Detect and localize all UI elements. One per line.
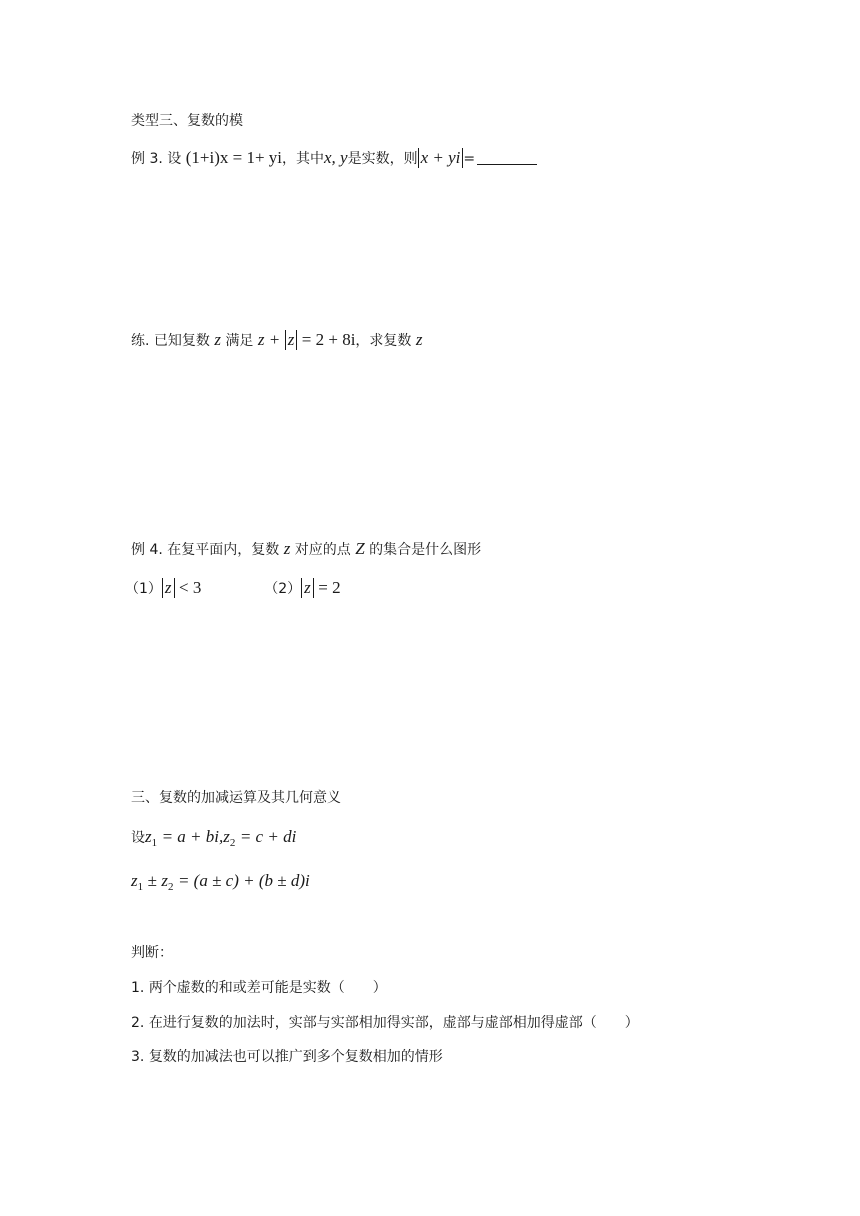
section-heading: 三、复数的加减运算及其几何意义 bbox=[131, 790, 341, 806]
part-2-relation: = 2 bbox=[318, 578, 341, 597]
example-3-equation: (1+i)x = 1+ yi bbox=[185, 148, 282, 167]
example-3-is-real: 是实数，则 bbox=[347, 151, 418, 167]
formula-z2-subscript: 2 bbox=[168, 881, 174, 893]
formula-operator: ± bbox=[147, 871, 157, 890]
practice-eq-right: = 2 + 8i bbox=[301, 330, 356, 349]
example-3 bbox=[131, 148, 537, 169]
practice-var: z bbox=[214, 330, 221, 349]
practice-problem bbox=[131, 330, 423, 351]
judge-title: 判断： bbox=[131, 945, 173, 961]
example-4-point: Z bbox=[355, 539, 365, 558]
judgement-text: 两个虚数的和或差可能是实数（ ） bbox=[148, 980, 387, 996]
z1-symbol: z bbox=[145, 827, 152, 846]
formula-z2: z bbox=[161, 871, 168, 890]
judgement-text: 在进行复数的加法时，实部与实部相加得实部，虚部与虚部相加得虚部（ ） bbox=[148, 1015, 639, 1031]
example-4-var: z bbox=[283, 539, 291, 558]
judgement-text: 复数的加减法也可以推广到多个复数相加的情形 bbox=[148, 1049, 443, 1065]
formula-z1-subscript: 1 bbox=[137, 881, 144, 893]
part-1-label: （1） bbox=[125, 581, 162, 597]
practice-lead: 已知复数 bbox=[153, 333, 210, 349]
answer-blank[interactable] bbox=[477, 150, 537, 165]
practice-eq-left: z + bbox=[257, 330, 281, 349]
example-4-mid: 对应的点 bbox=[294, 542, 351, 558]
practice-satisfies: 满足 bbox=[225, 333, 254, 349]
judgement-item bbox=[131, 978, 387, 998]
part-1-abs: z bbox=[162, 578, 175, 598]
formula-rhs: = (a ± c) + (b ± d)i bbox=[177, 871, 310, 890]
part-2-label: （2） bbox=[264, 581, 302, 597]
example-3-abs-expr: x + yi bbox=[418, 148, 464, 168]
example-3-equals: = bbox=[463, 151, 476, 167]
z2-symbol: z bbox=[223, 827, 230, 846]
formula-line bbox=[131, 871, 310, 897]
judgement-number: 2. bbox=[131, 1015, 145, 1031]
practice-tail-var: z bbox=[415, 330, 423, 349]
example-4-lead: 在复平面内，复数 bbox=[167, 542, 280, 558]
practice-tail: ，求复数 bbox=[355, 333, 412, 349]
judgement-number: 1. bbox=[131, 980, 145, 996]
z2-definition: = c + di bbox=[239, 827, 297, 846]
example-3-label: 例 3. bbox=[131, 151, 163, 167]
z1-definition: = a + bi, bbox=[161, 827, 224, 846]
judgement-item bbox=[131, 1047, 443, 1067]
z2-subscript: 2 bbox=[229, 837, 236, 849]
definition-line bbox=[131, 827, 296, 853]
part-1-relation: < 3 bbox=[179, 578, 202, 597]
judgement-item bbox=[131, 1013, 639, 1033]
example-3-mid: ，其中 bbox=[282, 151, 324, 167]
z1-subscript: 1 bbox=[151, 837, 158, 849]
example-4-parts bbox=[125, 578, 341, 599]
practice-label: 练. bbox=[131, 333, 150, 349]
part-2-abs: z bbox=[301, 578, 314, 598]
example-4-label: 例 4. bbox=[131, 542, 163, 558]
definition-lead: 设 bbox=[131, 830, 145, 846]
example-4-tail: 的集合是什么图形 bbox=[369, 542, 482, 558]
example-3-lead: 设 bbox=[167, 151, 182, 167]
example-3-vars: x, y bbox=[324, 148, 348, 167]
example-4 bbox=[131, 539, 481, 560]
section-3-title: 类型三、复数的模 bbox=[131, 113, 243, 129]
practice-abs-z: z bbox=[285, 330, 298, 350]
formula-z1: z bbox=[131, 871, 138, 890]
judgement-number: 3. bbox=[131, 1049, 145, 1065]
